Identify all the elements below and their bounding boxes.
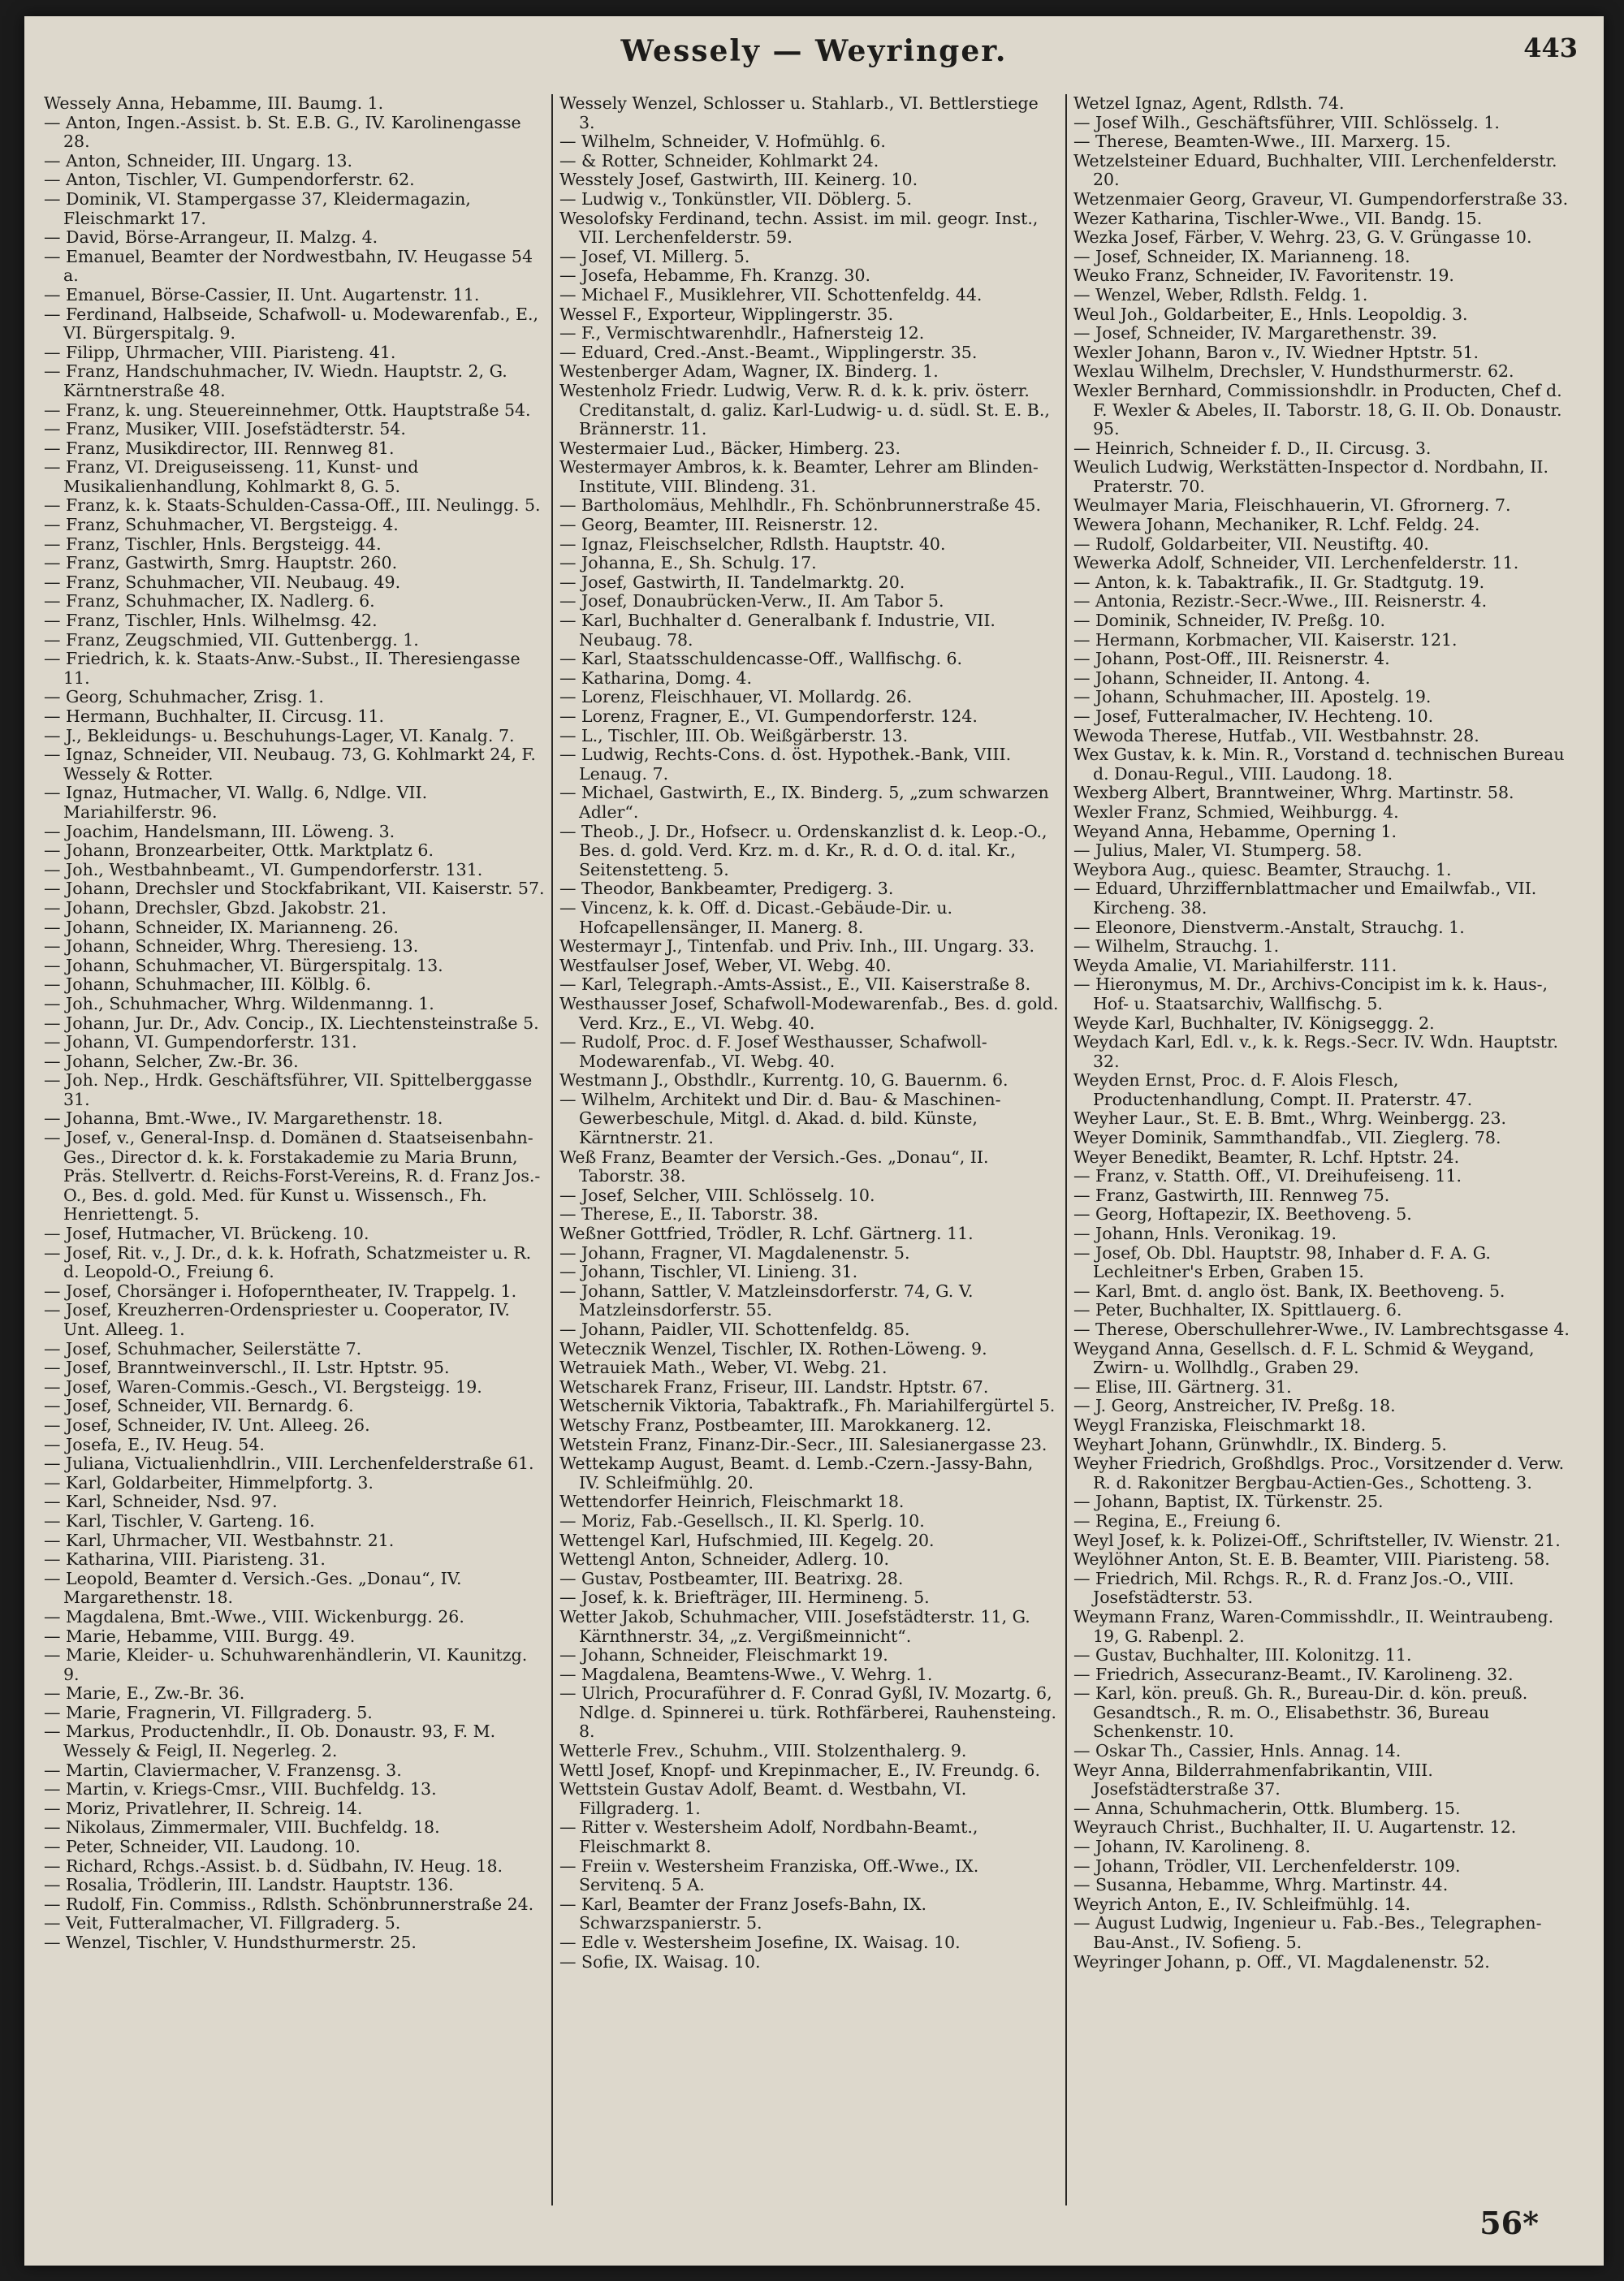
- directory-entry: — Karl, Goldarbeiter, Himmelpfortg. 3.: [44, 1472, 374, 1493]
- directory-entry: — Therese, Oberschullehrer-Wwe., IV. Lambrechtsgasse 4.: [1073, 1320, 1570, 1339]
- directory-entry: — Edle v. Westersheim Josefine, IX. Waisag. 10.: [559, 1933, 961, 1952]
- directory-page: [24, 16, 1604, 2266]
- directory-entry: — Johann, Sattler, V. Matzleinsdorferstr. 74, G. V. Matzleinsdorferstr. 55.: [559, 1281, 974, 1320]
- directory-entry: — Johann, Schuhmacher, III. Apostelg. 19.: [1073, 687, 1432, 707]
- directory-entry: Weydach Karl, Edl. v., k. k. Regs.-Secr. IV. Wdn. Hauptstr. 32.: [1073, 1032, 1559, 1071]
- page-title: Wessely — Weyringer.: [620, 34, 1008, 68]
- directory-entry: Wexler Johann, Baron v., IV. Wiedner Hptstr. 51.: [1073, 342, 1479, 362]
- directory-entry: — Joh., Westbahnbeamt., VI. Gumpendorferstr. 131.: [44, 859, 483, 879]
- directory-entry: Wetecznik Wenzel, Tischler, IX. Rothen-Löweng. 9.: [559, 1338, 987, 1359]
- directory-entry: — Magdalena, Bmt.-Wwe., VIII. Wickenburgg. 26.: [44, 1606, 464, 1627]
- directory-entry: Weul Joh., Goldarbeiter, E., Hnls. Leopoldig. 3.: [1073, 304, 1468, 324]
- directory-entry: — Josef, k. k. Briefträger, III. Hermineng. 5.: [559, 1588, 930, 1608]
- directory-entry: — Bartholomäus, Mehlhdlr., Fh. Schönbrunnerstraße 45.: [559, 495, 1041, 516]
- directory-entry: — Hieronymus, M. Dr., Archivs-Concipist im k. k. Haus-, Hof- u. Staatsarchiv, Wallfischg. 5.: [1073, 974, 1548, 1013]
- directory-entry: — Juliana, Victualienhdlrin., VIII. Lerchenfelderstraße 61.: [44, 1454, 534, 1474]
- directory-entry: — Franz, Zeugschmied, VII. Guttenbergg. 1.: [44, 629, 419, 650]
- directory-entry: — Vincenz, k. k. Off. d. Dicast.-Gebäude-Dir. u. Hofcapellensänger, II. Manerg. 8.: [559, 897, 953, 937]
- directory-entry: — Joachim, Handelsmann, III. Löweng. 3.: [44, 821, 395, 841]
- directory-entry: — Josef, Waren-Commis.-Gesch., VI. Bergsteigg. 19.: [44, 1376, 482, 1397]
- directory-entry: Wexler Franz, Schmied, Weihburgg. 4.: [1073, 801, 1399, 822]
- directory-entry: — Johann, Drechsler und Stockfabrikant, VII. Kaiserstr. 57.: [44, 879, 545, 899]
- directory-entry: — Johann, Schneider, Fleischmarkt 19.: [559, 1645, 888, 1665]
- directory-entry: — Johanna, Bmt.-Wwe., IV. Margarethenstr. 18.: [44, 1108, 443, 1129]
- directory-entry: Wettekamp August, Beamt. d. Lemb.-Czern.-Jassy-Bahn, IV. Schleifmühlg. 20.: [559, 1454, 1034, 1493]
- directory-entry: — Dominik, Schneider, IV. Preßg. 10.: [1073, 611, 1385, 631]
- directory-entry: Wexler Bernhard, Commissionshdlr. in Producten, Chef d. F. Wexler & Abeles, II. Taborstr. 18, G. II. Ob. Donaustr. 95.: [1073, 380, 1562, 439]
- directory-entry: — Leopold, Beamter d. Versich.-Ges. „Donau“, IV. Margarethenstr. 18.: [44, 1568, 462, 1608]
- directory-entry: — Georg, Beamter, III. Reisnerstr. 12.: [559, 515, 879, 535]
- directory-entry: — Josef, Donaubrücken-Verw., II. Am Tabor 5.: [559, 591, 944, 611]
- directory-entry: Weyde Karl, Buchhalter, IV. Königseggg. 2.: [1073, 1013, 1435, 1033]
- directory-entry: — Hermann, Korbmacher, VII. Kaiserstr. 121.: [1073, 629, 1458, 650]
- directory-entry: — Veit, Futteralmacher, VI. Fillgraderg. 5.: [44, 1913, 401, 1933]
- directory-entry: — Johann, VI. Gumpendorferstr. 131.: [44, 1032, 357, 1052]
- directory-entry: — Martin, v. Kriegs-Cmsr., VIII. Buchfeldg. 13.: [44, 1779, 437, 1799]
- directory-entry: Wewoda Therese, Hutfab., VII. Westbahnstr. 28.: [1073, 725, 1479, 745]
- directory-entry: — Regina, E., Freiung 6.: [1073, 1510, 1281, 1531]
- directory-entry: Wetrauiek Math., Weber, VI. Webg. 21.: [559, 1358, 888, 1378]
- directory-entry: — Wenzel, Tischler, V. Hundsthurmerstr. 25.: [44, 1933, 417, 1952]
- directory-entry: Weyand Anna, Hebamme, Operning 1.: [1073, 821, 1397, 841]
- directory-entry: — Anton, k. k. Tabaktrafik., II. Gr. Stadtgutg. 19.: [1073, 572, 1485, 592]
- directory-entry: — Eduard, Cred.-Anst.-Beamt., Wipplingerstr. 35.: [559, 342, 978, 362]
- directory-entry: — Josef, Chorsänger i. Hofoperntheater, IV. Trappelg. 1.: [44, 1281, 517, 1301]
- directory-entry: — Marie, E., Zw.-Br. 36.: [44, 1683, 245, 1704]
- directory-entry: — F., Vermischtwarenhdlr., Hafnersteig 12.: [559, 323, 925, 343]
- directory-entry: — Johann, Selcher, Zw.-Br. 36.: [44, 1051, 299, 1071]
- directory-entry: Wessely Wenzel, Schlosser u. Stahlarb., VI. Bettlerstiege 3.: [559, 94, 1039, 132]
- directory-entry: — Marie, Kleider- u. Schuhwarenhändlerin, VI. Kaunitzg. 9.: [44, 1645, 528, 1684]
- directory-entry: — Franz, k. ung. Steuereinnehmer, Ottk. Hauptstraße 54.: [44, 400, 531, 420]
- directory-entry: — Friedrich, Assecuranz-Beamt., IV. Karolineng. 32.: [1073, 1664, 1514, 1684]
- directory-entry: — Heinrich, Schneider f. D., II. Circusg. 3.: [1073, 438, 1432, 458]
- directory-entry: — Johann, Drechsler, Gbzd. Jakobstr. 21.: [44, 897, 387, 918]
- directory-entry: — Josef, Gastwirth, II. Tandelmarktg. 20.: [559, 572, 905, 592]
- directory-entry: Weygand Anna, Gesellsch. d. F. L. Schmid & Weygand, Zwirn- u. Wollhdlg., Graben 29.: [1073, 1338, 1535, 1378]
- directory-entry: Weyl Josef, k. k. Polizei-Off., Schriftsteller, IV. Wienstr. 21.: [1073, 1530, 1561, 1550]
- directory-entry: — Johann, Schuhmacher, VI. Bürgerspitalg. 13.: [44, 955, 443, 975]
- directory-entry: Wetzelsteiner Eduard, Buchhalter, VIII. Lerchenfelderstr. 20.: [1073, 150, 1557, 190]
- column-middle: [551, 94, 1065, 2205]
- directory-entry: — Johann, Trödler, VII. Lerchenfelderstr. 109.: [1073, 1855, 1461, 1876]
- column-right: [1065, 94, 1579, 2205]
- directory-entry: — Peter, Buchhalter, IX. Spittlauerg. 6.: [1073, 1300, 1402, 1320]
- directory-entry: — Josef, Schneider, IX. Marianneng. 18.: [1073, 246, 1410, 266]
- directory-entry: — Martin, Claviermacher, V. Franzensg. 3.: [44, 1760, 402, 1780]
- directory-entry: — Filipp, Uhrmacher, VIII. Piaristeng. 41.: [44, 342, 396, 362]
- directory-entry: — Josef Wilh., Geschäftsführer, VIII. Schlösselg. 1.: [1073, 112, 1500, 132]
- directory-entry: Westenholz Friedr. Ludwig, Verw. R. d. k. k. priv. österr. Creditanstalt, d. galiz. Karl-Ludwig- u. d. südl. St. E. B., Brännerstr. 11.: [559, 380, 1050, 439]
- directory-entry: Weymann Franz, Waren-Commisshdlr., II. Weintraubeng. 19, G. Rabenpl. 2.: [1073, 1606, 1554, 1646]
- directory-entry: — Ulrich, Procuraführer d. F. Conrad Gyßl, IV. Mozartg. 6, Ndlge. d. Spinnerei u. türk. Rothfärberei, Rauhensteing. 8.: [559, 1683, 1057, 1742]
- directory-entry: Weulmayer Maria, Fleischhauerin, VI. Gfrornerg. 7.: [1073, 495, 1511, 516]
- directory-entry: Wetzel Ignaz, Agent, Rdlsth. 74.: [1073, 94, 1345, 113]
- directory-entry: Westmann J., Obsthdlr., Kurrentg. 10, G. Bauernm. 6.: [559, 1070, 1009, 1091]
- directory-entry: Wesstely Josef, Gastwirth, III. Keinerg. 10.: [559, 170, 918, 190]
- directory-entry: Westhausser Josef, Schafwoll-Modewarenfab., Bes. d. gold. Verd. Krz., E., VI. Webg. 40.: [559, 993, 1059, 1033]
- directory-entry: — Michael F., Musiklehrer, VII. Schottenfeldg. 44.: [559, 284, 983, 305]
- directory-entry: — Friedrich, k. k. Staats-Anw.-Subst., II. Theresiengasse 11.: [44, 649, 520, 688]
- directory-entry: Wetschernik Viktoria, Tabaktrafk., Fh. Mariahilfergürtel 5.: [559, 1396, 1056, 1416]
- directory-entry: — Josef, Hutmacher, VI. Brückeng. 10.: [44, 1224, 369, 1244]
- directory-entry: — Katharina, Domg. 4.: [559, 667, 752, 688]
- directory-entry: — Wilhelm, Strauchg. 1.: [1073, 936, 1280, 957]
- directory-entry: — Anton, Tischler, VI. Gumpendorferstr. 62.: [44, 170, 415, 190]
- directory-entry: — Wilhelm, Schneider, V. Hofmühlg. 6.: [559, 132, 886, 152]
- directory-entry: — Johann, Jur. Dr., Adv. Concip., IX. Liechtensteinstraße 5.: [44, 1013, 539, 1033]
- directory-entry: — J., Bekleidungs- u. Beschuhungs-Lager, VI. Kanalg. 7.: [44, 725, 515, 745]
- directory-entry: Weyer Dominik, Sammthandfab., VII. Zieglerg. 78.: [1073, 1128, 1501, 1148]
- directory-entry: — Elise, III. Gärtnerg. 31.: [1073, 1376, 1292, 1397]
- directory-entry: — L., Tischler, III. Ob. Weißgärberstr. 13.: [559, 725, 909, 745]
- directory-entry: Wexberg Albert, Branntweiner, Whrg. Martinstr. 58.: [1073, 783, 1514, 803]
- directory-entry: — Franz, Tischler, Hnls. Wilhelmsg. 42.: [44, 611, 378, 631]
- directory-entry: — Franz, Gastwirth, III. Rennweg 75.: [1073, 1185, 1390, 1205]
- directory-entry: — Johann, Tischler, VI. Linieng. 31.: [559, 1262, 858, 1282]
- directory-entry: — Karl, Beamter der Franz Josefs-Bahn, IX. Schwarzspanierstr. 5.: [559, 1894, 927, 1933]
- directory-entry: — Josef, Kreuzherren-Ordenspriester u. Cooperator, IV. Unt. Alleeg. 1.: [44, 1300, 510, 1339]
- directory-entry: Weßner Gottfried, Trödler, R. Lchf. Gärtnerg. 11.: [559, 1224, 974, 1244]
- directory-entry: — Rudolf, Proc. d. F. Josef Westhausser, Schafwoll-Modewarenfab., VI. Webg. 40.: [559, 1032, 987, 1071]
- directory-entry: Westermaier Lud., Bäcker, Himberg. 23.: [559, 438, 901, 458]
- directory-entry: — Gustav, Postbeamter, III. Beatrixg. 28.: [559, 1568, 904, 1588]
- directory-entry: — Ludwig v., Tonkünstler, VII. Döblerg. 5.: [559, 188, 913, 209]
- directory-entry: — Joh., Schuhmacher, Whrg. Wildenmanng. 1.: [44, 993, 434, 1013]
- directory-entry: — Josef, Schneider, VII. Bernardg. 6.: [44, 1396, 354, 1416]
- directory-entry: — Josef, Schneider, IV. Margarethenstr. 39.: [1073, 323, 1437, 343]
- directory-entry: — Susanna, Hebamme, Whrg. Martinstr. 44.: [1073, 1875, 1449, 1895]
- directory-entry: — Anton, Ingen.-Assist. b. St. E.B. G., IV. Karolinengasse 28.: [44, 112, 521, 152]
- directory-entry: Wessely Anna, Hebamme, III. Baumg. 1.: [44, 94, 384, 113]
- column-left: [37, 94, 551, 2205]
- directory-entry: Weyringer Johann, p. Off., VI. Magdalenenstr. 52.: [1073, 1951, 1490, 1972]
- directory-entry: — Theodor, Bankbeamter, Predigerg. 3.: [559, 879, 894, 899]
- directory-entry: — Karl, Bmt. d. anglo öst. Bank, IX. Beethoveng. 5.: [1073, 1281, 1505, 1301]
- directory-entry: — Freiin v. Westersheim Franziska, Off.-Wwe., IX. Servitenq. 5 A.: [559, 1855, 979, 1895]
- directory-entry: — Karl, Schneider, Nsd. 97.: [44, 1492, 278, 1512]
- directory-entry: — Franz, k. k. Staats-Schulden-Cassa-Off., III. Neulingg. 5.: [44, 495, 541, 516]
- directory-entry: — Karl, Telegraph.-Amts-Assist., E., VII. Kaiserstraße 8.: [559, 974, 1031, 995]
- directory-entry: — & Rotter, Schneider, Kohlmarkt 24.: [559, 150, 879, 171]
- directory-entry: — Julius, Maler, VI. Stumperg. 58.: [1073, 840, 1363, 861]
- directory-entry: — Ignaz, Schneider, VII. Neubaug. 73, G. Kohlmarkt 24, F. Wessely & Rotter.: [44, 745, 536, 784]
- directory-entry: Westermayr J., Tintenfab. und Priv. Inh., III. Ungarg. 33.: [559, 936, 1035, 957]
- directory-entry: — Johann, Schneider, Whrg. Theresieng. 13.: [44, 936, 419, 957]
- directory-entry: Weyhart Johann, Grünwhdlr., IX. Binderg. 5.: [1073, 1434, 1447, 1454]
- directory-entry: — Karl, Staatsschuldencasse-Off., Wallfischg. 6.: [559, 649, 963, 669]
- directory-entry: — Georg, Hoftapezir, IX. Beethoveng. 5.: [1073, 1204, 1412, 1225]
- directory-entry: Weyher Laur., St. E. B. Bmt., Whrg. Weinbergg. 23.: [1073, 1108, 1507, 1129]
- directory-entry: — Moriz, Fab.-Gesellsch., II. Kl. Sperlg. 10.: [559, 1510, 925, 1531]
- directory-entry: — Georg, Schuhmacher, Zrisg. 1.: [44, 687, 324, 707]
- directory-entry: Wettengl Anton, Schneider, Adlerg. 10.: [559, 1549, 889, 1570]
- directory-entry: — J. Georg, Anstreicher, IV. Preßg. 18.: [1073, 1396, 1396, 1416]
- directory-entry: — Ignaz, Hutmacher, VI. Wallg. 6, Ndlge. VII. Mariahilferstr. 96.: [44, 783, 428, 822]
- directory-entry: — Eleonore, Dienstverm.-Anstalt, Strauchg. 1.: [1073, 917, 1465, 937]
- directory-entry: — Josef, Rit. v., J. Dr., d. k. k. Hofrath, Schatzmeister u. R. d. Leopold-O., Freiung 6.: [44, 1242, 532, 1282]
- directory-entry: Westfaulser Josef, Weber, VI. Webg. 40.: [559, 955, 892, 975]
- directory-entry: — Magdalena, Beamtens-Wwe., V. Wehrg. 1.: [559, 1664, 933, 1684]
- directory-entry: — Johann, Schneider, IX. Marianneng. 26.: [44, 917, 399, 937]
- directory-entry: Westermayer Ambros, k. k. Beamter, Lehrer am Blinden-Institute, VIII. Blindeng. 31.: [559, 457, 1039, 496]
- directory-entry: — Emanuel, Beamter der Nordwestbahn, IV. Heugasse 54 a.: [44, 246, 533, 286]
- directory-entry: — Johann, Schneider, II. Antong. 4.: [1073, 667, 1371, 688]
- directory-entry: Weyher Friedrich, Großhdlgs. Proc., Vorsitzender d. Verw. R. d. Rakonitzer Bergbau-Actien-Ges., Schotteng. 3.: [1073, 1454, 1565, 1493]
- directory-entry: Wettendorfer Heinrich, Fleischmarkt 18.: [559, 1492, 905, 1512]
- directory-entry: — Moriz, Privatlehrer, II. Schreig. 14.: [44, 1798, 363, 1818]
- directory-entry: — Karl, Tischler, V. Garteng. 16.: [44, 1510, 315, 1531]
- directory-entry: — Josef, Ob. Dbl. Hauptstr. 98, Inhaber d. F. A. G. Lechleitner's Erben, Graben 15.: [1073, 1242, 1491, 1282]
- directory-entry: — Josef, v., General-Insp. d. Domänen d. Staatseisenbahn-Ges., Director d. k. k. Forstakademie zu Maria Brunn, Präs. Stellvertr. d. Reichs-Forst-Vereins, R. d. Franz Jos.-O., Bes. d. gold. Med. für Kunst u. Wissensch., Fh. Henriettengt. 5.: [44, 1128, 541, 1225]
- directory-entry: Wetzenmaier Georg, Graveur, VI. Gumpendorferstraße 33.: [1073, 188, 1569, 209]
- directory-entry: Wettengel Karl, Hufschmied, III. Kegelg. 20.: [559, 1530, 935, 1550]
- directory-entry: Wex Gustav, k. k. Min. R., Vorstand d. technischen Bureau d. Donau-Regul., VIII. Laudong. 18.: [1073, 745, 1565, 784]
- directory-entry: — Rosalia, Trödlerin, III. Landstr. Hauptstr. 136.: [44, 1875, 454, 1895]
- directory-entry: — Franz, Gastwirth, Smrg. Hauptstr. 260.: [44, 553, 398, 573]
- directory-entry: — Franz, Tischler, Hnls. Bergsteigg. 44.: [44, 534, 382, 554]
- directory-entry: — Lorenz, Fragner, E., VI. Gumpendorferstr. 124.: [559, 706, 978, 726]
- directory-entry: — Richard, Rchgs.-Assist. b. d. Südbahn, IV. Heug. 18.: [44, 1855, 503, 1876]
- directory-entry: — Rudolf, Goldarbeiter, VII. Neustiftg. 40.: [1073, 534, 1429, 554]
- directory-entry: Weyden Ernst, Proc. d. F. Alois Flesch, Productenhandlung, Compt. II. Praterstr. 47.: [1073, 1070, 1473, 1109]
- directory-entry: — Josef, Futteralmacher, IV. Hechteng. 10.: [1073, 706, 1434, 726]
- directory-entry: Weyr Anna, Bilderrahmenfabrikantin, VIII. Josefstädterstraße 37.: [1073, 1760, 1433, 1799]
- directory-entry: Westenberger Adam, Wagner, IX. Binderg. 1.: [559, 361, 939, 382]
- directory-entry: — Franz, Handschuhmacher, IV. Wiedn. Hauptstr. 2, G. Kärntnerstraße 48.: [44, 361, 508, 400]
- directory-entry: — Josef, Selcher, VIII. Schlösselg. 10.: [559, 1185, 875, 1205]
- directory-entry: Wewera Johann, Mechaniker, R. Lchf. Feldg. 24.: [1073, 515, 1480, 535]
- directory-entry: Weß Franz, Beamter der Versich.-Ges. „Donau“, II. Taborstr. 38.: [559, 1147, 989, 1186]
- directory-entry: Wetstein Franz, Finanz-Dir.-Secr., III. Salesianergasse 23.: [559, 1434, 1047, 1454]
- directory-entry: — Johann, Paidler, VII. Schottenfeldg. 85.: [559, 1320, 910, 1339]
- directory-entry: Wexlau Wilhelm, Drechsler, V. Hundsthurmerstr. 62.: [1073, 361, 1514, 382]
- directory-entry: — Johann, Hnls. Veronikag. 19.: [1073, 1224, 1337, 1244]
- directory-entry: — Karl, Uhrmacher, VII. Westbahnstr. 21.: [44, 1530, 395, 1550]
- directory-entry: — Markus, Productenhdlr., II. Ob. Donaustr. 93, F. M. Wessely & Feigl, II. Negerleg. 2.: [44, 1722, 496, 1761]
- directory-entry: — Karl, kön. preuß. Gh. R., Bureau-Dir. d. kön. preuß. Gesandtsch., R. m. O., Elisabethstr. 36, Bureau Schenkenstr. 10.: [1073, 1683, 1528, 1742]
- directory-entry: Weyer Benedikt, Beamter, R. Lchf. Hptstr. 24.: [1073, 1147, 1460, 1167]
- directory-entry: — Franz, VI. Dreiguseisseng. 11, Kunst- und Musikalienhandlung, Kohlmarkt 8, G. 5.: [44, 457, 419, 496]
- directory-entry: — Johann, Bronzearbeiter, Ottk. Marktplatz 6.: [44, 840, 434, 861]
- directory-columns: [37, 94, 1588, 2205]
- directory-entry: — Johann, Baptist, IX. Türkenstr. 25.: [1073, 1492, 1384, 1512]
- directory-entry: — Gustav, Buchhalter, III. Kolonitzg. 11.: [1073, 1645, 1412, 1665]
- directory-entry: Weyrauch Christ., Buchhalter, II. U. Augartenstr. 12.: [1073, 1817, 1517, 1838]
- page-number: 443: [1523, 32, 1578, 63]
- directory-entry: — Franz, Musikdirector, III. Rennweg 81.: [44, 438, 395, 458]
- directory-entry: Weyrich Anton, E., IV. Schleifmühlg. 14.: [1073, 1894, 1411, 1914]
- directory-entry: — Therese, Beamten-Wwe., III. Marxerg. 15.: [1073, 132, 1451, 152]
- directory-entry: — Franz, Schuhmacher, IX. Nadlerg. 6.: [44, 591, 375, 611]
- directory-entry: — Michael, Gastwirth, E., IX. Binderg. 5, „zum schwarzen Adler“.: [559, 783, 1049, 822]
- directory-entry: — Ritter v. Westersheim Adolf, Nordbahn-Beamt., Fleischmarkt 8.: [559, 1817, 978, 1857]
- directory-entry: — Johann, Fragner, VI. Magdalenenstr. 5.: [559, 1242, 910, 1263]
- directory-entry: — Johann, IV. Karolineng. 8.: [1073, 1837, 1311, 1857]
- directory-entry: — Therese, E., II. Taborstr. 38.: [559, 1204, 818, 1225]
- directory-entry: Weybora Aug., quiesc. Beamter, Strauchg. 1.: [1073, 859, 1452, 879]
- directory-entry: — Antonia, Rezistr.-Secr.-Wwe., III. Reisnerstr. 4.: [1073, 591, 1488, 611]
- directory-entry: Wetscharek Franz, Friseur, III. Landstr. Hptstr. 67.: [559, 1376, 989, 1397]
- directory-entry: — Rudolf, Fin. Commiss., Rdlsth. Schönbrunnerstraße 24.: [44, 1894, 534, 1914]
- directory-entry: — Emanuel, Börse-Cassier, II. Unt. Augartenstr. 11.: [44, 284, 480, 305]
- directory-entry: — Nikolaus, Zimmermaler, VIII. Buchfeldg. 18.: [44, 1817, 440, 1838]
- directory-entry: — Friedrich, Mil. Rchgs. R., R. d. Franz Jos.-O., VIII. Josefstädterstr. 53.: [1073, 1568, 1514, 1608]
- directory-entry: — Wenzel, Weber, Rdlsth. Feldg. 1.: [1073, 284, 1368, 305]
- directory-entry: — Karl, Buchhalter d. Generalbank f. Industrie, VII. Neubaug. 78.: [559, 611, 996, 650]
- directory-entry: — David, Börse-Arrangeur, II. Malzg. 4.: [44, 227, 378, 248]
- directory-entry: — Marie, Fragnerin, VI. Fillgraderg. 5.: [44, 1702, 373, 1722]
- directory-entry: — Anna, Schuhmacherin, Ottk. Blumberg. 15.: [1073, 1798, 1461, 1818]
- directory-entry: — Josef, Schuhmacher, Seilerstätte 7.: [44, 1338, 362, 1359]
- directory-entry: Wetterle Frev., Schuhm., VIII. Stolzenthalerg. 9.: [559, 1741, 967, 1761]
- directory-entry: — Oskar Th., Cassier, Hnls. Annag. 14.: [1073, 1741, 1402, 1761]
- directory-entry: — Franz, Schuhmacher, VII. Neubaug. 49.: [44, 572, 401, 592]
- directory-entry: — Hermann, Buchhalter, II. Circusg. 11.: [44, 706, 385, 726]
- directory-entry: — Josef, Schneider, IV. Unt. Alleeg. 26.: [44, 1415, 370, 1435]
- directory-entry: Wessel F., Exporteur, Wipplingerstr. 35.: [559, 304, 894, 324]
- directory-entry: — Josef, VI. Millerg. 5.: [559, 246, 750, 266]
- directory-entry: — Ignaz, Fleischselcher, Rdlsth. Hauptstr. 40.: [559, 534, 946, 554]
- directory-entry: Weuko Franz, Schneider, IV. Favoritenstr. 19.: [1073, 266, 1454, 286]
- directory-entry: Weygl Franziska, Fleischmarkt 18.: [1073, 1415, 1367, 1435]
- page-header: [24, 16, 1604, 83]
- directory-entry: — Anton, Schneider, III. Ungarg. 13.: [44, 150, 353, 171]
- directory-entry: — Josefa, E., IV. Heug. 54.: [44, 1434, 265, 1454]
- directory-entry: — Ludwig, Rechts-Cons. d. öst. Hypothek.-Bank, VIII. Lenaug. 7.: [559, 745, 1012, 784]
- directory-entry: — Peter, Schneider, VII. Laudong. 10.: [44, 1837, 361, 1857]
- directory-entry: Wezka Josef, Färber, V. Wehrg. 23, G. V. Grüngasse 10.: [1073, 227, 1532, 248]
- directory-entry: Weyda Amalie, VI. Mariahilferstr. 111.: [1073, 955, 1397, 975]
- directory-entry: — Dominik, VI. Stampergasse 37, Kleidermagazin, Fleischmarkt 17.: [44, 188, 471, 228]
- directory-entry: — Johann, Post-Off., III. Reisnerstr. 4.: [1073, 649, 1390, 669]
- directory-entry: — Theob., J. Dr., Hofsecr. u. Ordenskanzlist d. k. Leop.-O., Bes. d. gold. Verd. Krz. m. d. Kr., R. d. O. d. ital. Kr., Seitenstetteng. 5.: [559, 821, 1047, 879]
- directory-entry: — Ferdinand, Halbseide, Schafwoll- u. Modewarenfab., E., VI. Bürgerspitalg. 9.: [44, 304, 538, 343]
- directory-entry: — Lorenz, Fleischhauer, VI. Mollardg. 26.: [559, 687, 913, 707]
- directory-entry: Wetschy Franz, Postbeamter, III. Marokkanerg. 12.: [559, 1415, 991, 1435]
- directory-entry: — Franz, Schuhmacher, VI. Bergsteigg. 4.: [44, 515, 399, 535]
- directory-entry: Wesolofsky Ferdinand, techn. Assist. im mil. geogr. Inst., VII. Lerchenfelderstr. 59.: [559, 208, 1039, 248]
- directory-entry: — Johanna, E., Sh. Schulg. 17.: [559, 553, 817, 573]
- directory-entry: — Marie, Hebamme, VIII. Burgg. 49.: [44, 1626, 356, 1646]
- directory-entry: Wettstein Gustav Adolf, Beamt. d. Westbahn, VI. Fillgraderg. 1.: [559, 1779, 967, 1818]
- directory-entry: — Franz, v. Statth. Off., VI. Dreihufeiseng. 11.: [1073, 1166, 1462, 1186]
- directory-entry: Wewerka Adolf, Schneider, VII. Lerchenfelderstr. 11.: [1073, 553, 1519, 573]
- directory-entry: Wettl Josef, Knopf- und Krepinmacher, E., IV. Freundg. 6.: [559, 1760, 1040, 1780]
- directory-entry: — Wilhelm, Architekt und Dir. d. Bau- & Maschinen-Gewerbeschule, Mitgl. d. Akad. d. bild. Künste, Kärntnerstr. 21.: [559, 1089, 1001, 1148]
- directory-entry: — Josefa, Hebamme, Fh. Kranzg. 30.: [559, 266, 871, 286]
- directory-entry: — Katharina, VIII. Piaristeng. 31.: [44, 1549, 326, 1570]
- signature-mark: 56*: [1479, 2205, 1539, 2241]
- directory-entry: — Joh. Nep., Hrdk. Geschäftsführer, VII. Spittelberggasse 31.: [44, 1070, 533, 1109]
- directory-entry: Wetter Jakob, Schuhmacher, VIII. Josefstädterstr. 11, G. Kärnthnerstr. 34, „z. Vergißmeinnicht“.: [559, 1606, 1030, 1646]
- directory-entry: — Sofie, IX. Waisag. 10.: [559, 1951, 761, 1972]
- directory-entry: Weulich Ludwig, Werkstätten-Inspector d. Nordbahn, II. Praterstr. 70.: [1073, 457, 1549, 496]
- directory-entry: — Eduard, Uhrziffernblattmacher und Emailwfab., VII. Kircheng. 38.: [1073, 879, 1537, 918]
- directory-entry: — Johann, Schuhmacher, III. Kölblg. 6.: [44, 974, 372, 995]
- directory-entry: Weylöhner Anton, St. E. B. Beamter, VIII. Piaristeng. 58.: [1073, 1549, 1550, 1570]
- directory-entry: — Josef, Branntweinverschl., II. Lstr. Hptstr. 95.: [44, 1358, 450, 1378]
- directory-entry: — August Ludwig, Ingenieur u. Fab.-Bes., Telegraphen-Bau-Anst., IV. Sofieng. 5.: [1073, 1913, 1542, 1952]
- directory-entry: Wezer Katharina, Tischler-Wwe., VII. Bandg. 15.: [1073, 208, 1483, 228]
- directory-entry: — Franz, Musiker, VIII. Josefstädterstr. 54.: [44, 419, 406, 439]
